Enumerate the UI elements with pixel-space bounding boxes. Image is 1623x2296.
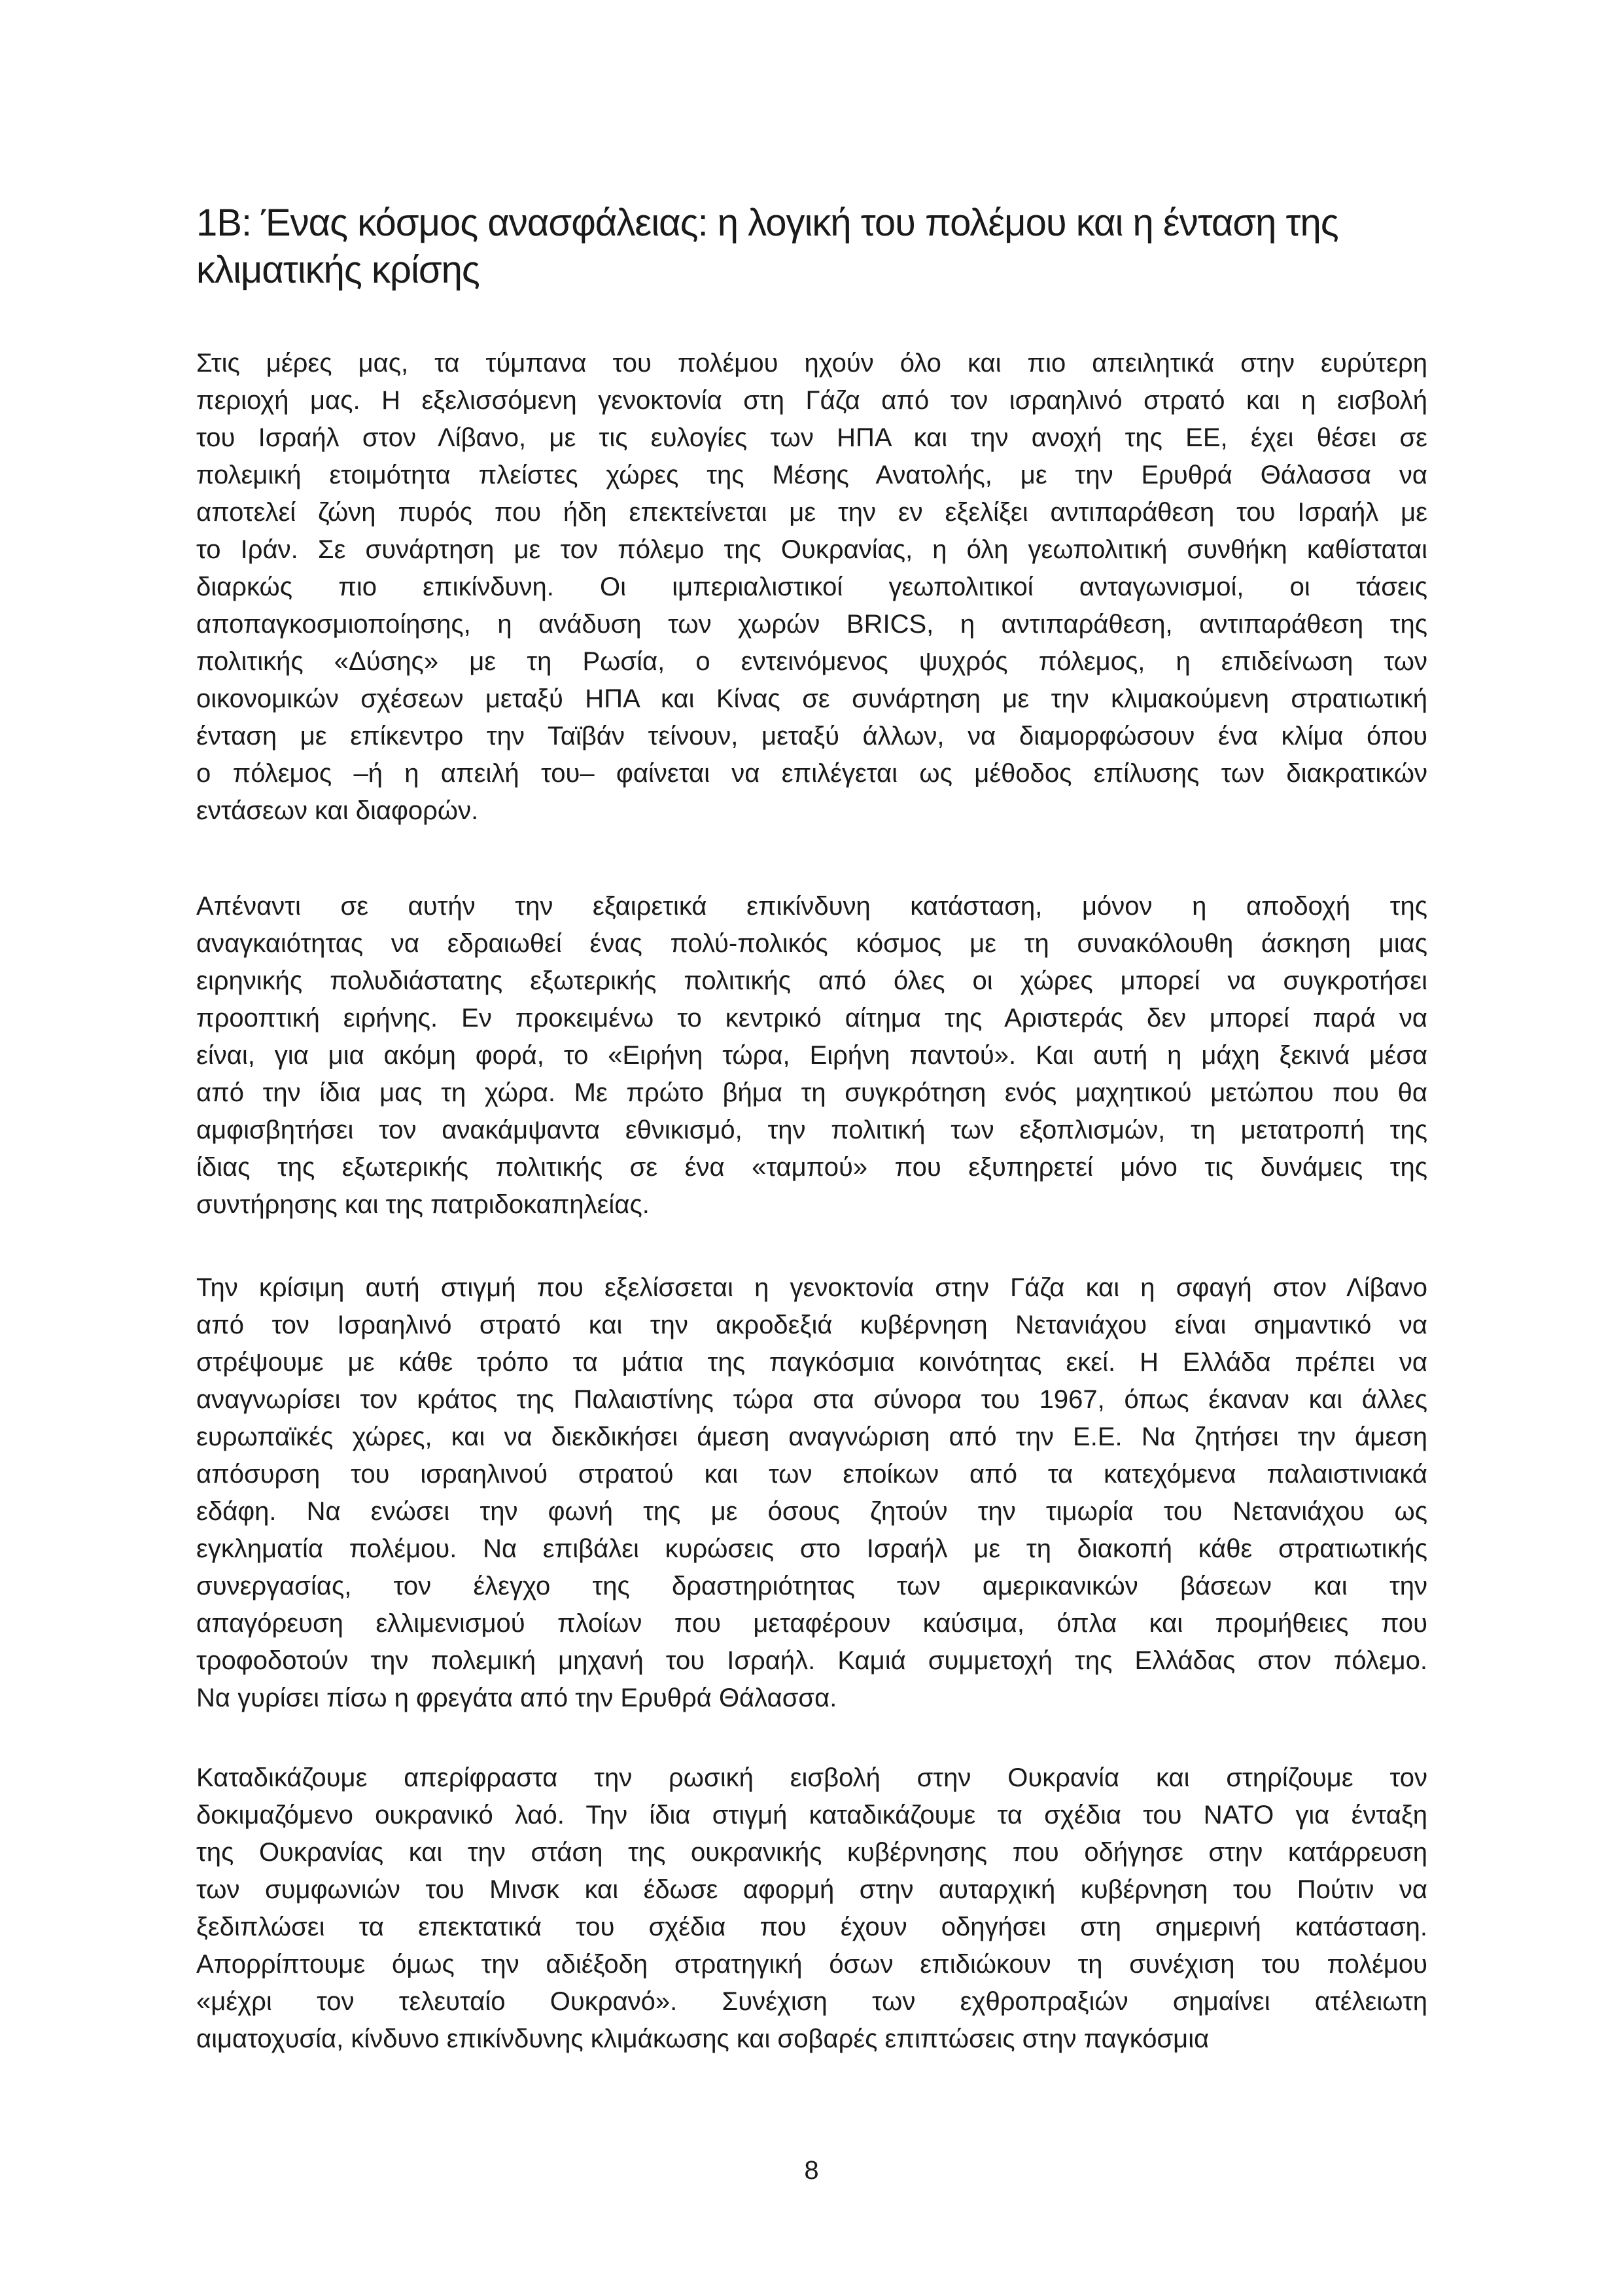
text-line: απαγόρευση ελλιμενισμού πλοίων που μεταφέρουν καύσιμα, όπλα και προμήθειες που [196, 1609, 1427, 1638]
text-line: αναγνωρίσει τον κράτος της Παλαιστίνης τώρα στα σύνορα του 1967, όπως έκαναν και άλλες [196, 1385, 1427, 1414]
section-title [196, 200, 1439, 294]
text-line: εδάφη. Να ενώσει την φωνή της με όσους ζητούν την τιμωρία του Νετανιάχου ως [196, 1497, 1427, 1526]
text-line: απόσυρση του ισραηλινού στρατού και των εποίκων από τα κατεχόμενα παλαιστινιακά [196, 1460, 1427, 1489]
text-line: εντάσεων και διαφορών. [196, 796, 479, 825]
text-line: από τον Ισραηλινό στρατό και την ακροδεξιά κυβέρνηση Νετανιάχου είναι σημαντικό να [196, 1311, 1427, 1339]
text-line: αποτελεί ζώνη πυρός που ήδη επεκτείνεται με την εν εξελίξει αντιπαράθεση του Ισραήλ με [196, 498, 1427, 527]
page-number: 8 [804, 2156, 819, 2185]
text-line: είναι, για μια ακόμη φορά, το «Ειρήνη τώρα, Ειρήνη παντού». Και αυτή η μάχη ξεκινά μέσα [196, 1041, 1427, 1070]
text-line: αποπαγκοσμιοποίησης, η ανάδυση των χωρών BRICS, η αντιπαράθεση, αντιπαράθεση της [196, 610, 1427, 639]
text-line: Στις μέρες μας, τα τύμπανα του πολέμου ηχούν όλο και πιο απειλητικά στην ευρύτερη [196, 349, 1427, 378]
text-line: ειρηνικής πολυδιάστατης εξωτερικής πολιτικής από όλες οι χώρες μπορεί να συγκροτήσει [196, 966, 1427, 995]
text-line: στρέψουμε με κάθε τρόπο τα μάτια της παγκόσμια κοινότητας εκεί. Η Ελλάδα πρέπει να [196, 1348, 1427, 1377]
text-line: ο πόλεμος –ή η απειλή του– φαίνεται να επιλέγεται ως μέθοδος επίλυσης των διακρατικών [196, 759, 1427, 788]
text-line: ευρωπαϊκές χώρες, και να διεκδικήσει άμεση αναγνώριση από την Ε.Ε. Να ζητήσει την άμεση [196, 1422, 1427, 1451]
text-line: δοκιμαζόμενο ουκρανικό λαό. Την ίδια στιγμή καταδικάζουμε τα σχέδια του ΝΑΤΟ για ένταξη [196, 1801, 1427, 1829]
paragraph-4 [196, 1759, 1427, 2058]
text-line: ίδιας της εξωτερικής πολιτικής σε ένα «ταμπού» που εξυπηρετεί μόνο τις δυνάμεις της [196, 1153, 1427, 1182]
text-line: αμφισβητήσει τον ανακάμψαντα εθνικισμό, την πολιτική των εξοπλισμών, τη μετατροπή της [196, 1116, 1427, 1144]
text-line: από την ίδια μας τη χώρα. Με πρώτο βήμα τη συγκρότηση ενός μαχητικού μετώπου που θα [196, 1078, 1427, 1107]
text-line: αιματοχυσία, κίνδυνο επικίνδυνης κλιμάκωσης και σοβαρές επιπτώσεις στην παγκόσμια [196, 2024, 1210, 2053]
text-line: προοπτική ειρήνης. Εν προκειμένω το κεντρικό αίτημα της Αριστεράς δεν μπορεί παρά να [196, 1004, 1427, 1033]
text-line: αναγκαιότητας να εδραιωθεί ένας πολύ-πολικός κόσμος με τη συνακόλουθη άσκηση μιας [196, 929, 1427, 958]
text-line: πολιτικής «Δύσης» με τη Ρωσία, ο εντεινόμενος ψυχρός πόλεμος, η επιδείνωση των [196, 647, 1427, 676]
text-line: διαρκώς πιο επικίνδυνη. Οι ιμπεριαλιστικοί γεωπολιτικοί ανταγωνισμοί, οι τάσεις [196, 573, 1427, 601]
text-line: του Ισραήλ στον Λίβανο, με τις ευλογίες των ΗΠΑ και την ανοχή της ΕΕ, έχει θέσει σε [196, 423, 1427, 452]
text-line: «μέχρι τον τελευταίο Ουκρανό». Συνέχιση των εχθροπραξιών σημαίνει ατέλειωτη [196, 1987, 1427, 2016]
paragraph-2 [196, 888, 1427, 1224]
text-line: Απορρίπτουμε όμως την αδιέξοδη στρατηγική όσων επιδιώκουν τη συνέχιση του πολέμου [196, 1950, 1427, 1979]
text-line: τροφοδοτούν την πολεμική μηχανή του Ισραήλ. Καμιά συμμετοχή της Ελλάδας στον πόλεμο. [196, 1646, 1427, 1675]
text-line: Την κρίσιμη αυτή στιγμή που εξελίσσεται η γενοκτονία στην Γάζα και η σφαγή στον Λίβανο [196, 1273, 1427, 1302]
text-line: ξεδιπλώσει τα επεκτατικά του σχέδια που έχουν οδηγήσει στη σημερινή κατάσταση. [196, 1913, 1427, 1941]
text-line: των συμφωνιών του Μινσκ και έδωσε αφορμή στην αυταρχική κυβέρνηση του Πούτιν να [196, 1875, 1427, 1904]
text-line: ένταση με επίκεντρο την Ταϊβάν τείνουν, μεταξύ άλλων, να διαμορφώσουν ένα κλίμα όπου [196, 722, 1427, 751]
text-line: οικονομικών σχέσεων μεταξύ ΗΠΑ και Κίνας σε συνάρτηση με την κλιμακούμενη στρατιωτική [196, 684, 1427, 713]
text-line: Απέναντι σε αυτήν την εξαιρετικά επικίνδυνη κατάσταση, μόνον η αποδοχή της [196, 892, 1427, 921]
text-line: πολεμική ετοιμότητα πλείστες χώρες της Μέσης Ανατολής, με την Ερυθρά Θάλασσα να [196, 461, 1427, 489]
title-line: 1Β: Ένας κόσμος ανασφάλειας: η λογική του πολέμου και η ένταση της [196, 202, 1338, 244]
text-line: συντήρησης και της πατριδοκαπηλείας. [196, 1190, 650, 1219]
paragraph-1 [196, 345, 1427, 830]
title-line: κλιματικής κρίσης [196, 249, 480, 291]
text-line: συνεργασίας, τον έλεγχο της δραστηριότητας των αμερικανικών βάσεων και την [196, 1572, 1427, 1600]
text-line: της Ουκρανίας και την στάση της ουκρανικής κυβέρνησης που οδήγησε στην κατάρρευση [196, 1838, 1427, 1867]
text-line: Καταδικάζουμε απερίφραστα την ρωσική εισβολή στην Ουκρανία και στηρίζουμε τον [196, 1763, 1427, 1792]
text-line: περιοχή μας. Η εξελισσόμενη γενοκτονία στη Γάζα από τον ισραηλινό στρατό και η εισβολή [196, 386, 1427, 415]
text-line: εγκληματία πολέμου. Να επιβάλει κυρώσεις στο Ισραήλ με τη διακοπή κάθε στρατιωτικής [196, 1534, 1427, 1563]
paragraph-3 [196, 1269, 1427, 1717]
text-line: το Ιράν. Σε συνάρτηση με τον πόλεμο της Ουκρανίας, η όλη γεωπολιτική συνθήκη καθίσταται [196, 535, 1427, 564]
text-line: Να γυρίσει πίσω η φρεγάτα από την Ερυθρά Θάλασσα. [196, 1684, 837, 1712]
